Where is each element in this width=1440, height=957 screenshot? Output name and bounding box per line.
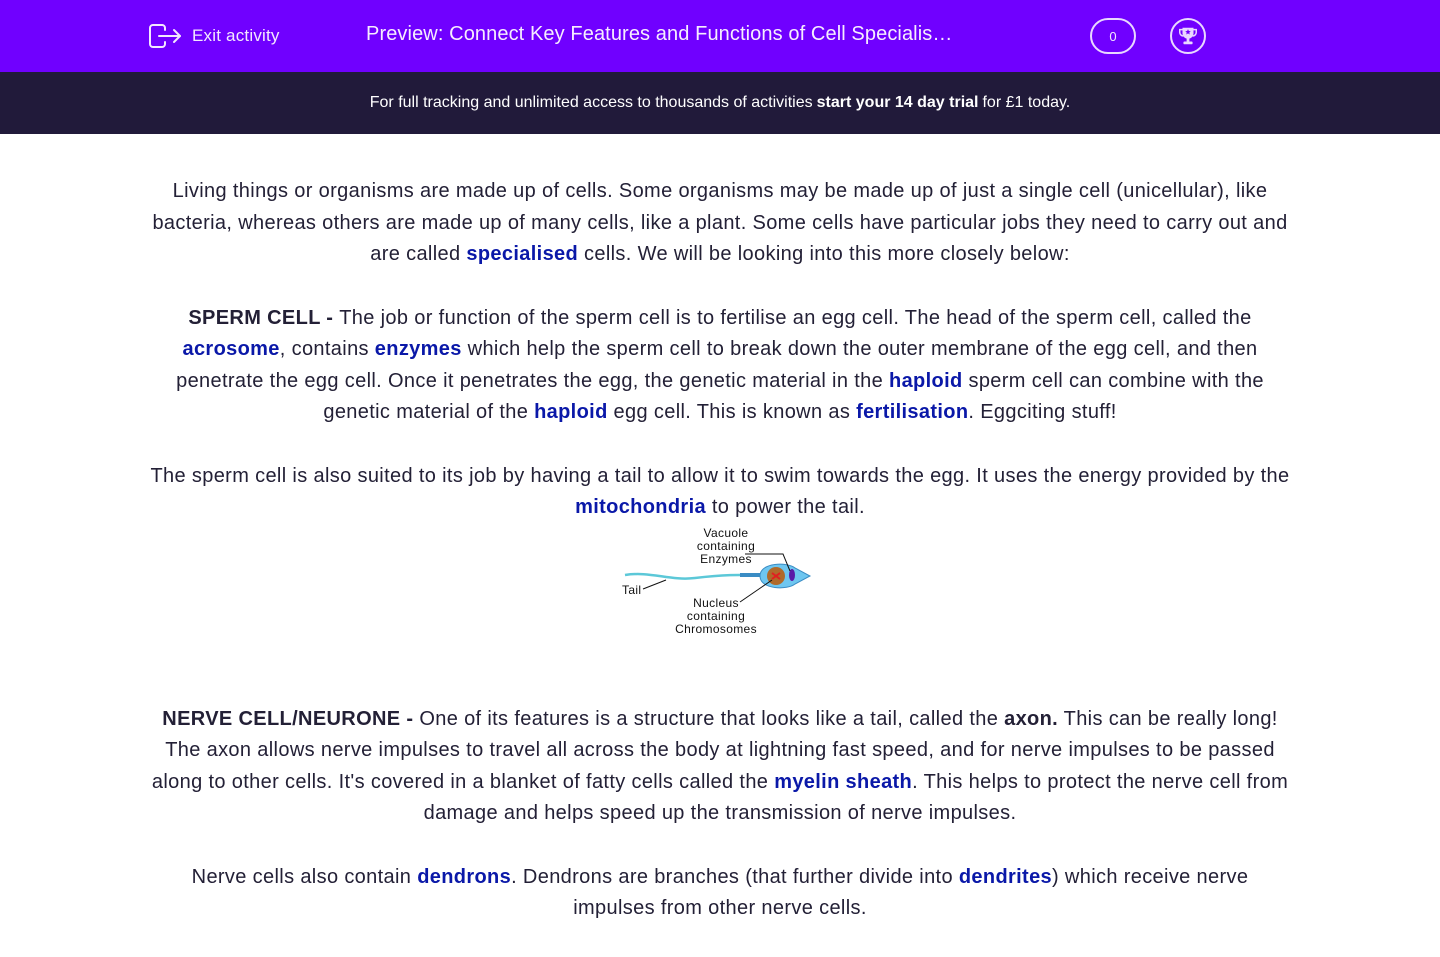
text: One of its features is a structure that looks like a tail, called the (419, 707, 1005, 730)
keyword-dendrons: dendrons (417, 865, 512, 888)
promo-text: For full tracking and unlimited access to thousands of activities (369, 94, 813, 111)
keyword-enzymes: enzymes (374, 338, 462, 360)
diagram-label-nucleus: Nucleus (693, 595, 739, 610)
text: The sperm cell is also suited to its job by having a tail to allow it to swim towards the egg. It uses the energy provided by the (150, 464, 1290, 487)
text: which help the sperm cell to break down the outer membrane of the egg cell, and then penetrate the egg cell. Once it penetrates the egg, the genetic material in the (176, 338, 1258, 392)
text: Living things or organisms are made up of cells. Some organisms may be made up of just a single cell (unicellular), like bacteria, whereas others are made up of many cells, like a plant. Some cells have particular jobs they need to carry out and are called (152, 180, 1288, 265)
keyword-axon: axon. (1004, 707, 1059, 730)
promo-suffix: for £1 today. (982, 94, 1071, 111)
text: . Eggciting stuff! (968, 401, 1117, 423)
diagram-label-vacuole: Enzymes (700, 551, 752, 566)
trophy-icon (1177, 25, 1199, 47)
keyword-haploid: haploid (889, 369, 963, 392)
trial-promo-banner (0, 72, 1440, 134)
text: sperm cell can combine with the genetic material of the (323, 369, 1264, 423)
intro-paragraph (150, 176, 1290, 271)
sperm-cell-diagram (620, 526, 820, 638)
keyword-fertilisation: fertilisation (856, 401, 969, 423)
nerve-cell-paragraph (150, 704, 1290, 830)
keyword-dendrites: dendrites (958, 865, 1053, 888)
start-trial-link[interactable]: start your 14 day trial (816, 94, 979, 111)
keyword-myelin-sheath: myelin sheath (774, 770, 913, 793)
dendrons-paragraph (150, 862, 1290, 925)
text: ) which receive nerve impulses from other nerve cells. (573, 865, 1249, 919)
text: , contains (279, 338, 375, 360)
text: . This helps to protect the nerve cell from damage and helps speed up the transmission of nerve impulses. (423, 770, 1289, 824)
text: This can be really long! The axon allows nerve impulses to travel all across the body at lightning fast speed, and for nerve impulses to be passed along to other cells. It's covered in a blanket of fatty cells called the (151, 707, 1278, 793)
diagram-label-vacuole: Vacuole (703, 525, 749, 540)
diagram-label-nucleus: Chromosomes (675, 621, 757, 636)
text: egg cell. This is known as (607, 401, 857, 423)
nerve-cell-heading: NERVE CELL/NEURONE - (162, 707, 420, 730)
exit-icon (148, 21, 182, 51)
diagram-label-nucleus: containing (686, 608, 746, 623)
top-bar (0, 0, 1440, 72)
page-title: Preview: Connect Key Features and Functions of Cell Specialis… (366, 23, 953, 45)
keyword-specialised: specialised (466, 243, 579, 265)
exit-activity-label: Exit activity (192, 26, 280, 45)
exit-activity-button[interactable] (148, 20, 280, 52)
sperm-cell-heading: SPERM CELL - (188, 306, 340, 329)
text: cells. We will be looking into this more closely below: (578, 243, 1070, 265)
text: Nerve cells also contain (191, 865, 418, 888)
diagram-label-tail: Tail (622, 582, 642, 597)
text: The job or function of the sperm cell is to fertilise an egg cell. The head of the sperm cell, called the (339, 306, 1252, 329)
text: to power the tail. (705, 496, 865, 518)
sperm-cell-paragraph (150, 303, 1290, 429)
trophy-button[interactable] (1170, 18, 1206, 54)
keyword-mitochondria: mitochondria (575, 496, 706, 518)
sperm-tail-paragraph (150, 461, 1290, 524)
score-badge: 0 (1090, 18, 1136, 54)
keyword-haploid: haploid (534, 401, 608, 423)
keyword-acrosome: acrosome (182, 338, 280, 360)
lesson-content (150, 176, 1290, 957)
diagram-label-vacuole: containing (696, 538, 756, 553)
text: . Dendrons are branches (that further divide into (511, 865, 959, 888)
